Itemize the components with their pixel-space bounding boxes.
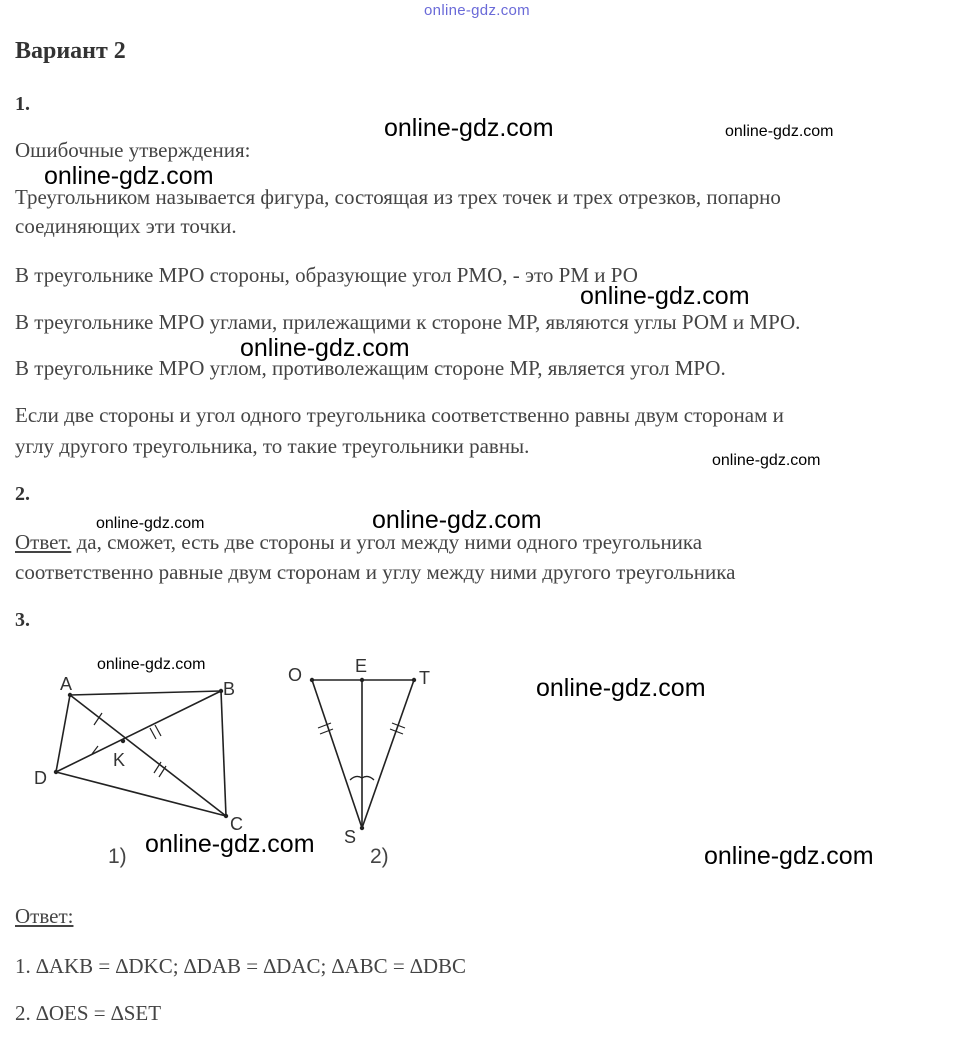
watermark: online-gdz.com bbox=[96, 515, 205, 532]
task-3-answer-1: 1. ∆AKB = ∆DKC; ∆DAB = ∆DAC; ∆ABC = ∆DBC bbox=[15, 954, 466, 978]
watermark: online-gdz.com bbox=[704, 842, 874, 870]
task-1-statement-5-line-1: Если две стороны и угол одного треугольника соответственно равны двум сторонам и bbox=[15, 403, 784, 427]
segment-os bbox=[312, 680, 362, 828]
task-2-answer-line-2: соответственно равные двум сторонам и углу между ними другого треугольника bbox=[15, 560, 736, 584]
task-2-number: 2. bbox=[15, 483, 30, 505]
watermark: online-gdz.com bbox=[580, 282, 750, 310]
point-label-b: B bbox=[223, 679, 236, 699]
figure-1-quadrilateral bbox=[30, 668, 255, 843]
point-label-e: E bbox=[355, 656, 368, 676]
task-1-statement-5-line-2: углу другого треугольника, то такие треугольники равны. bbox=[15, 434, 530, 458]
point-label-s: S bbox=[344, 827, 357, 847]
task-3-answer-label: Ответ: bbox=[15, 904, 74, 928]
task-1-statement-2: В треугольнике МРО стороны, образующие угол РМО, - это РМ и РО bbox=[15, 263, 638, 287]
watermark: online-gdz.com bbox=[240, 334, 410, 362]
figure-2-triangle bbox=[280, 650, 450, 850]
point-label-t: T bbox=[419, 668, 430, 688]
page-title: Вариант 2 bbox=[15, 38, 126, 64]
task-1-statement-1-line-2: соединяющих эти точки. bbox=[15, 214, 237, 238]
segment-da bbox=[56, 695, 70, 772]
diagonal-ac bbox=[70, 695, 226, 816]
task-1-statement-4: В треугольнике МРО углом, противолежащим стороне МР, является угол МРО. bbox=[15, 356, 726, 380]
figure-2-caption: 2) bbox=[370, 845, 389, 868]
figure-1-caption: 1) bbox=[108, 845, 127, 868]
task-2-answer-label: Ответ. bbox=[15, 530, 72, 554]
task-1-heading: Ошибочные утверждения: bbox=[15, 138, 251, 162]
segment-bc bbox=[221, 691, 226, 816]
watermark: online-gdz.com bbox=[97, 656, 206, 673]
watermark: online-gdz.com bbox=[712, 452, 821, 469]
task-1-number: 1. bbox=[15, 93, 30, 115]
point-label-o: O bbox=[288, 665, 303, 685]
task-2-answer-text: да, сможет, есть две стороны и угол между ними одного треугольника bbox=[71, 530, 703, 554]
watermark: online-gdz.com bbox=[44, 162, 214, 190]
segment-ab bbox=[70, 691, 221, 695]
watermark: online-gdz.com bbox=[536, 674, 706, 702]
segment-cd bbox=[56, 772, 226, 816]
watermark: online-gdz.com bbox=[145, 830, 315, 858]
watermark: online-gdz.com bbox=[372, 506, 542, 534]
task-1-statement-1-line-1: Треугольником называется фигура, состоящая из трех точек и трех отрезков, попарно bbox=[15, 185, 781, 209]
task-3-answer-2: 2. ∆OES = ∆SET bbox=[15, 1001, 162, 1025]
point-label-k: K bbox=[113, 750, 126, 770]
point-label-a: A bbox=[60, 674, 73, 694]
point-label-c: C bbox=[230, 814, 243, 834]
watermark: online-gdz.com bbox=[384, 114, 554, 142]
task-1-statement-3: В треугольнике МРО углами, прилежащими к стороне МР, являются углы РОМ и МРО. bbox=[15, 310, 801, 334]
watermark: online-gdz.com bbox=[725, 123, 834, 140]
point-label-d: D bbox=[34, 768, 47, 788]
segment-ts bbox=[362, 680, 414, 828]
task-3-number: 3. bbox=[15, 609, 30, 631]
site-header-watermark: online-gdz.com bbox=[424, 2, 530, 19]
